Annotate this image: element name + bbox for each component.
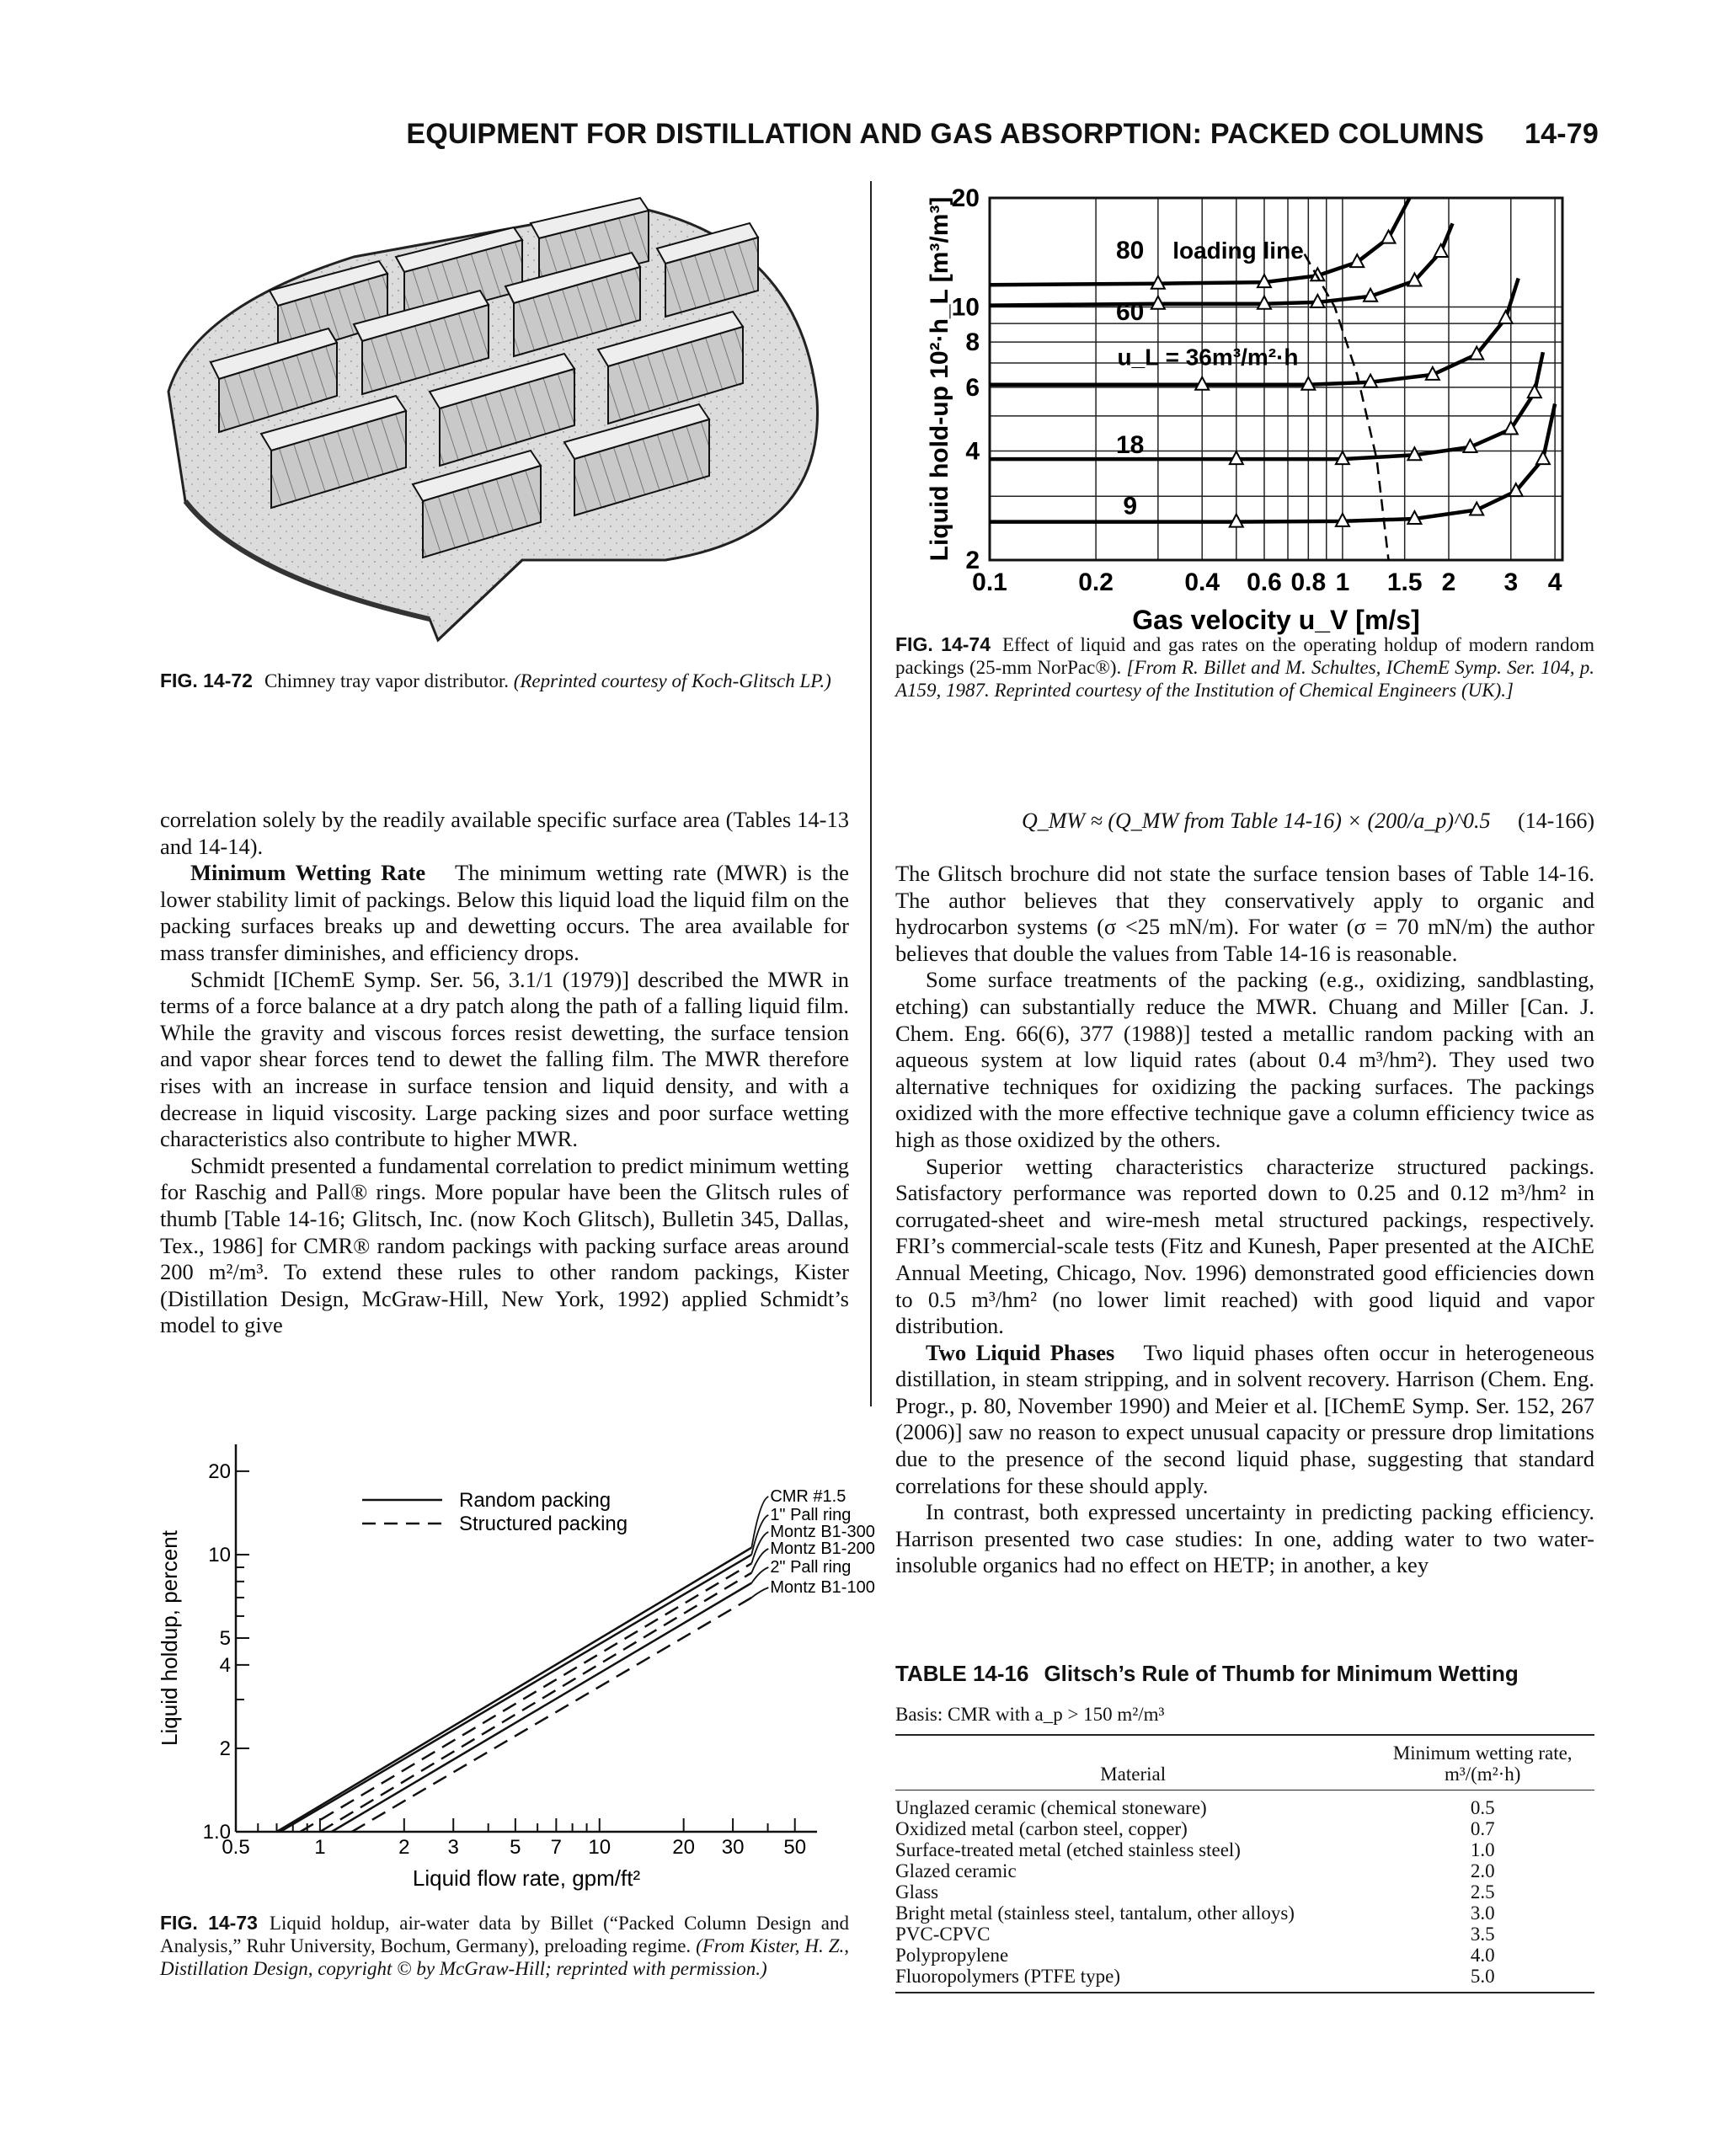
table-cell-rate: 5.0 bbox=[1470, 1966, 1495, 1987]
x-tick-label: 10 bbox=[588, 1836, 611, 1859]
x-tick-label: 50 bbox=[783, 1836, 807, 1859]
table-cell-rate: 0.5 bbox=[1470, 1797, 1495, 1818]
x-tick-label: 5 bbox=[510, 1836, 521, 1859]
series-label: 1" Pall ring bbox=[770, 1506, 852, 1524]
left-text-column bbox=[160, 807, 849, 1339]
x-tick-label: 1 bbox=[1335, 568, 1350, 596]
table-cell-rate: 0.7 bbox=[1470, 1818, 1495, 1839]
table-cell-material: Fluoropolymers (PTFE type) bbox=[895, 1966, 1121, 1987]
series-label: Montz B1-200 bbox=[770, 1540, 875, 1558]
fig73-text: Liquid holdup, air-water data by Billet (“Packed Column Design and Analysis,” Ruhr University, Bochum, Germany), preloading regime. bbox=[160, 1913, 849, 1956]
series-label: 2" Pall ring bbox=[770, 1558, 852, 1577]
table-row bbox=[895, 1839, 1594, 1860]
fig74-credit: [From R. Billet and M. Schultes, IChemE Symp. Ser. 104, p. A159, 1987. Reprinted courtesy of the Institution of Chemical Engineers (UK).] bbox=[895, 657, 1594, 701]
table-body bbox=[895, 1790, 1594, 1993]
y-tick-label: 20 bbox=[208, 1460, 231, 1483]
table-cell-rate: 4.0 bbox=[1470, 1945, 1495, 1966]
fig72-caption bbox=[160, 670, 851, 692]
left-paragraph-1: correlation solely by the readily available specific surface area (Tables 14-13 and 14-14). bbox=[160, 807, 849, 859]
series-line-5 bbox=[332, 1583, 752, 1832]
series-leader-line bbox=[751, 1588, 768, 1598]
legend-label-random: Random packing bbox=[459, 1489, 611, 1512]
series-label: 60 bbox=[1116, 298, 1145, 327]
x-tick-label: 2 bbox=[1441, 568, 1456, 596]
x-axis-label: Liquid flow rate, gpm/ft² bbox=[412, 1865, 641, 1891]
left-paragraph-4: Schmidt presented a fundamental correlation to predict minimum wetting for Raschig and Pall® rings. More popular have been the Glitsch rules of thumb [Table 14-16; Glitsch, Inc. (now Koch Glitsch), Bulletin 345, Dallas, Tex., 1986] for CMR® random packings with packing surface areas around 200 m²/m³. To extend these rules to other random packings, Kister (Distillation Design, McGraw-Hill, New York, 1992) applied Schmidt’s model to give bbox=[160, 1152, 849, 1338]
table-grid bbox=[895, 1736, 1594, 1993]
column-divider bbox=[870, 181, 872, 1406]
series-line-2 bbox=[280, 1555, 752, 1832]
x-tick-label: 0.5 bbox=[222, 1836, 250, 1859]
table-cell-material: Glass bbox=[895, 1881, 939, 1903]
table-row bbox=[895, 1903, 1594, 1924]
fig74-label: FIG. 14-74 bbox=[895, 633, 991, 655]
equation-number: (14-166) bbox=[1518, 808, 1594, 833]
left-paragraph-2 bbox=[160, 860, 849, 966]
header-title: EQUIPMENT FOR DISTILLATION AND GAS ABSORPTION: PACKED COLUMNS bbox=[406, 118, 1485, 150]
y-tick-label: 20 bbox=[951, 184, 980, 212]
page-number: 14-79 bbox=[1525, 118, 1599, 150]
table-title bbox=[895, 1661, 1594, 1687]
series-line-6 bbox=[352, 1598, 752, 1832]
table-cell-rate: 3.5 bbox=[1470, 1924, 1495, 1945]
y-tick-label: 5 bbox=[219, 1627, 231, 1650]
table-header-row bbox=[895, 1736, 1594, 1790]
table-title-text: Glitsch’s Rule of Thumb for Minimum Wetting bbox=[1044, 1661, 1519, 1686]
holdup-liquid-flow-chart bbox=[152, 1428, 875, 1903]
x-tick-label: 0.6 bbox=[1247, 568, 1282, 596]
fig72-credit: (Reprinted courtesy of Koch-Glitsch LP.) bbox=[513, 670, 831, 691]
data-point-marker bbox=[1434, 244, 1448, 257]
series-line-1 bbox=[276, 1548, 751, 1832]
table-header-rate-line1: Minimum wetting rate, bbox=[1392, 1742, 1573, 1764]
fig73-label: FIG. 14-73 bbox=[160, 1912, 258, 1934]
table-cell-material: Oxidized metal (carbon steel, copper) bbox=[895, 1818, 1188, 1839]
table-basis: Basis: CMR with a_p > 150 m²/m³ bbox=[895, 1704, 1165, 1725]
table-header-material: Material bbox=[1100, 1764, 1167, 1785]
series-line-9 bbox=[990, 404, 1555, 522]
table-row bbox=[895, 1860, 1594, 1881]
table-header-rate bbox=[1370, 1736, 1594, 1790]
series-label: CMR #1.5 bbox=[770, 1487, 846, 1506]
right-paragraph-2: Some surface treatments of the packing (e.g., oxidizing, sandblasting, etching) can substantially reduce the MWR. Chuang and Miller [Can. J. Chem. Eng. 66(6), 377 (1988)] tested a metallic random packing with an aqueous system at low liquid rates (about 0.4 m³/hm²). They used two alternative techniques for oxidizing the packing surfaces. The packings oxidized with the more effective technique gave a column efficiency twice as high as those oxidized by the others. bbox=[895, 967, 1594, 1152]
table-14-16 bbox=[895, 1661, 1594, 1993]
fig73-credit: (From Kister, H. Z., Distillation Design, copyright © by McGraw-Hill; reprinted with permission.) bbox=[160, 1935, 850, 1979]
right-paragraph-3: Superior wetting characteristics characterize structured packings. Satisfactory performance was reported down to 0.25 and 0.12 m³/hm² in corrugated-sheet and wire-mesh metal structured packings, respectively. FRI’s commercial-scale tests (Fitz and Kunesh, Paper presented at the AIChE Annual Meeting, Chicago, Nov. 1996) demonstrated good efficiencies down to 0.5 m³/hm² (no lower limit reached) with good liquid and vapor distribution. bbox=[895, 1153, 1594, 1339]
table-header-rate-line2: m³/(m²·h) bbox=[1444, 1764, 1521, 1785]
table-cell-rate: 2.0 bbox=[1470, 1860, 1495, 1881]
y-tick-label: 10 bbox=[208, 1543, 231, 1566]
table-cell-material: Polypropylene bbox=[895, 1945, 1009, 1966]
equation-text: Q_MW ≈ (Q_MW from Table 14-16) × (200/a_p)^0.5 bbox=[1022, 808, 1491, 833]
x-tick-label: 0.8 bbox=[1290, 568, 1327, 596]
run-in-heading-mwr: Minimum Wetting Rate bbox=[190, 860, 426, 886]
y-axis-label: Liquid holdup, percent bbox=[157, 1530, 182, 1746]
right-paragraph-5: In contrast, both expressed uncertainty in predicting packing efficiency. Harrison presented two case studies: In one, adding water to two water-insoluble organics had no effect on HETP; in another, a key bbox=[895, 1499, 1594, 1578]
table-row bbox=[895, 1881, 1594, 1903]
right-paragraph-4-text: Two liquid phases often occur in heterogeneous distillation, in steam stripping, and in solvent recovery. Harrison (Chem. Eng. Progr., p. 80, November 1990) and Meier et al. [IChemE Symp. Ser. 152, 267 (2006)] saw no reason to expect unusual capacity or pressure drop limitations due to the presence of the second liquid phase, suggesting that standard correlations for these should apply. bbox=[895, 1339, 1594, 1498]
run-in-heading-two-liquid: Two Liquid Phases bbox=[926, 1339, 1115, 1365]
series-leader-line bbox=[751, 1567, 768, 1583]
table-cell-material: Unglazed ceramic (chemical stoneware) bbox=[895, 1797, 1207, 1818]
table-row bbox=[895, 1966, 1594, 1993]
y-tick-label: 8 bbox=[965, 328, 980, 357]
y-tick-label: 2 bbox=[219, 1737, 231, 1760]
table-cell-rate: 3.0 bbox=[1470, 1903, 1495, 1924]
x-tick-label: 4 bbox=[1547, 568, 1562, 596]
x-tick-label: 3 bbox=[1503, 568, 1519, 596]
y-tick-label: 6 bbox=[965, 373, 980, 402]
series-line-60 bbox=[990, 223, 1453, 305]
series-label: 80 bbox=[1116, 237, 1145, 265]
table-cell-rate: 2.5 bbox=[1470, 1881, 1495, 1903]
x-tick-label: 0.1 bbox=[972, 568, 1007, 596]
legend-label-structured: Structured packing bbox=[459, 1513, 628, 1535]
y-tick-label: 4 bbox=[219, 1653, 231, 1677]
table-row bbox=[895, 1818, 1594, 1839]
left-paragraph-3: Schmidt [IChemE Symp. Ser. 56, 3.1/1 (1979)] described the MWR in terms of a force balance at a dry patch along the path of a falling liquid film. While the gravity and viscous forces resist dewetting, the surface tension and vapor shear forces tend to dewet the falling film. The MWR therefore rises with an increase in surface tension and liquid density, and with a decrease in liquid viscosity. Large packing sizes and poor surface wetting characteristics also contribute to higher MWR. bbox=[160, 966, 849, 1152]
fig74-text: Effect of liquid and gas rates on the operating holdup of modern random packings (25-mm NorPac®). bbox=[895, 634, 1594, 678]
series-label: Montz B1-100 bbox=[770, 1578, 875, 1597]
table-cell-material: PVC-CPVC bbox=[895, 1924, 991, 1945]
annotation-loading-line: loading line bbox=[1172, 237, 1304, 264]
left-paragraph-2-text: The minimum wetting rate (MWR) is the lower stability limit of packings. Below this liquid load the liquid film on the packing surfaces breaks up and dewetting occurs. The area available for mass transfer diminishes, and efficiency drops. bbox=[160, 860, 849, 965]
y-tick-label: 1.0 bbox=[202, 1821, 231, 1844]
table-cell-rate: 1.0 bbox=[1470, 1839, 1495, 1860]
y-axis-label: Liquid hold-up 10²·h_L [m³/m³] bbox=[926, 196, 953, 562]
fig73-caption bbox=[160, 1912, 849, 1980]
table-cell-material: Glazed ceramic bbox=[895, 1860, 1017, 1881]
x-tick-label: 30 bbox=[721, 1836, 745, 1859]
series-label: 9 bbox=[1123, 492, 1138, 520]
x-tick-label: 1.5 bbox=[1386, 568, 1423, 596]
fig72-label: FIG. 14-72 bbox=[160, 670, 253, 691]
x-tick-label: 0.4 bbox=[1184, 568, 1220, 596]
right-paragraph-4 bbox=[895, 1340, 1594, 1500]
x-tick-label: 3 bbox=[447, 1836, 459, 1859]
right-text-column bbox=[895, 861, 1594, 1579]
holdup-gas-velocity-chart bbox=[922, 181, 1596, 635]
running-header bbox=[406, 118, 1599, 151]
y-tick-label: 4 bbox=[965, 437, 980, 466]
series-label: Montz B1-300 bbox=[770, 1523, 875, 1541]
chimney-tray-illustration bbox=[160, 181, 859, 640]
series-label: 18 bbox=[1116, 430, 1145, 459]
series-line-3 bbox=[300, 1563, 751, 1832]
data-point-marker bbox=[1536, 451, 1550, 464]
table-row bbox=[895, 1790, 1594, 1819]
annotation-ul: u_L = 36m³/m²·h bbox=[1117, 344, 1299, 371]
y-tick-label: 2 bbox=[965, 547, 980, 574]
table-row bbox=[895, 1945, 1594, 1966]
x-tick-label: 1 bbox=[314, 1836, 326, 1859]
table-label: TABLE 14-16 bbox=[895, 1661, 1029, 1686]
x-tick-label: 2 bbox=[398, 1836, 410, 1859]
fig74-caption bbox=[895, 633, 1594, 702]
fig72-text: Chimney tray vapor distributor. bbox=[264, 670, 509, 691]
x-axis-label: Gas velocity u_V [m/s] bbox=[1132, 605, 1420, 635]
table-row bbox=[895, 1924, 1594, 1945]
table-cell-material: Bright metal (stainless steel, tantalum, other alloys) bbox=[895, 1903, 1295, 1924]
right-paragraph-1: The Glitsch brochure did not state the surface tension bases of Table 14-16. The author believes that they conservatively apply to organic and hydrocarbon systems (σ <25 mN/m). For water (σ = 70 mN/m) the author believes that double the values from Table 14-16 is reasonable. bbox=[895, 861, 1594, 966]
series-line-4 bbox=[320, 1572, 751, 1832]
table-cell-material: Surface-treated metal (etched stainless steel) bbox=[895, 1839, 1241, 1860]
x-tick-label: 0.2 bbox=[1078, 568, 1114, 596]
x-tick-label: 7 bbox=[550, 1836, 563, 1859]
y-tick-label: 10 bbox=[951, 293, 980, 322]
x-tick-label: 20 bbox=[672, 1836, 696, 1859]
